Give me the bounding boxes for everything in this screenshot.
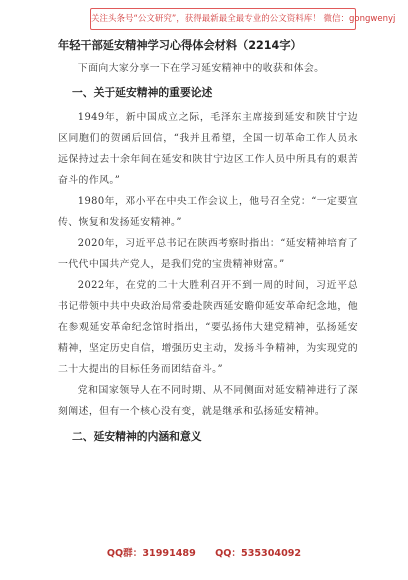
promo-banner-text: 关注头条号“公文研究”，获得最新最全最专业的公文资料库！ 微信：gongwenyj — [91, 14, 396, 24]
paragraph-2022: 2022年，在党的二十大胜利召开不到一周的时间，习近平总书记带领中共中央政治局常委赴陕西延安瞻仰延安革命纪念地，他在参观延安革命纪念馆时指出，“要弘扬伟大建党精神，弘扬延安精神，坚定历史自信，增强历史主动，发扬斗争精神，为实现党的二十大提出的目标任务而团结奋斗。” — [58, 280, 358, 375]
section-heading-1: 一、关于延安精神的重要论述 — [72, 86, 213, 99]
paragraph-leaders: 党和国家领导人在不同时期、从不同侧面对延安精神进行了深刻阐述，但有一个核心没有变，就是继承和弘扬延安精神。 — [58, 385, 358, 417]
document-body — [58, 38, 358, 451]
intro-paragraph: 下面向大家分享一下在学习延安精神中的收获和体会。 — [77, 63, 325, 74]
qq-group-number: QQ群：31991489 — [106, 548, 196, 559]
paragraph-2020: 2020年，习近平总书记在陕西考察时指出：“延安精神培育了一代代中国共产党人，是我们党的宝贵精神财富。” — [58, 238, 358, 270]
qq-number: QQ：535304092 — [215, 548, 302, 559]
paragraph-1980: 1980年，邓小平在中央工作会议上，他号召全党：“一定要宣传、恢复和发扬延安精神。” — [58, 196, 358, 228]
document-title: 年轻干部延安精神学习心得体会材料（2214字） — [58, 39, 302, 52]
contact-footer — [0, 547, 408, 561]
paragraph-1949: 1949年，新中国成立之际，毛泽东主席接到延安和陕甘宁边区同胞们的贺函后回信，“我并且希望，全国一切革命工作人员永远保持过去十余年间在延安和陕甘宁边区工作人员中所具有的艰苦奋斗的作风。” — [58, 112, 358, 186]
promo-banner — [90, 8, 396, 30]
section-heading-2: 二、延安精神的内涵和意义 — [72, 430, 202, 443]
